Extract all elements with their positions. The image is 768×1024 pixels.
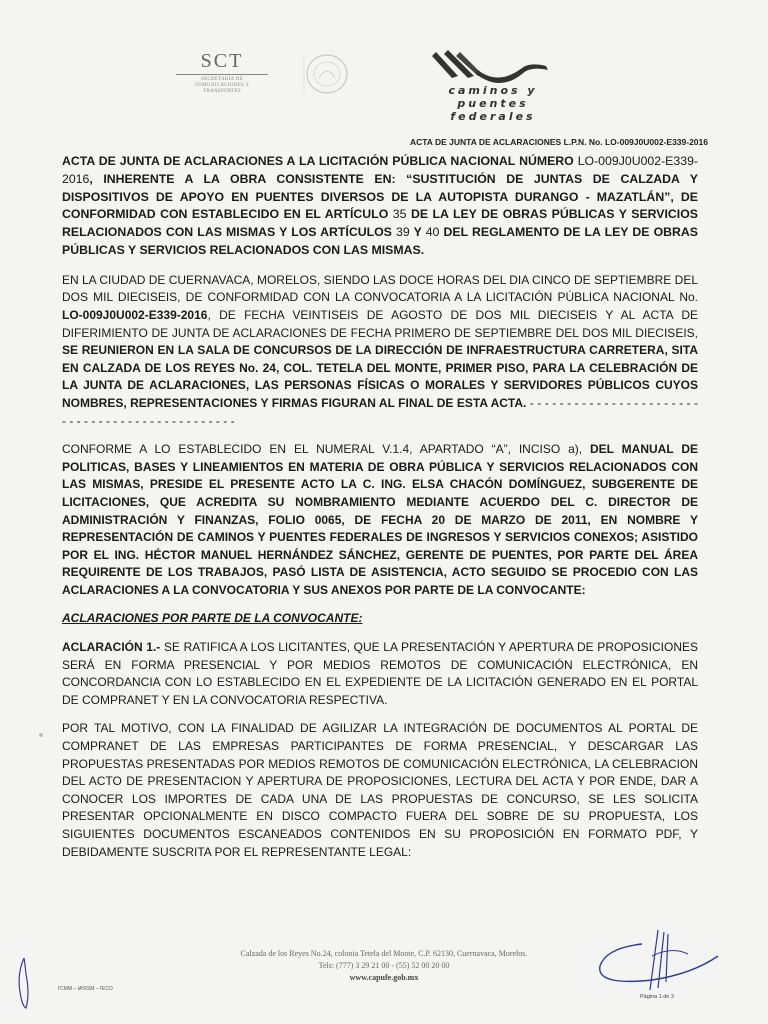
title-part-d: DEL REGLAMENTO DE LA LEY DE OBRAS PÚBLICAS Y SERVICIOS RELACIONADOS CON LAS MISMAS. xyxy=(62,225,698,257)
clarification-1-text: SE RATIFICA A LOS LICITANTES, QUE LA PRESENTACIÓN Y APERTURA DE PROPOSICIONES SERÁ EN FORMA PRESENCIAL Y POR MEDIOS REMOTOS DE COMUNICACIÓN ELECTRÓNICA, EN CONCORDANCIA CON LO ESTABLECIDO EN EL EXPEDIENTE DE LA LICITACIÓN GENERADO EN EL PORTAL DE COMPRANET Y EN LA CONVOCATORIA RESPECTIVA. xyxy=(62,640,698,707)
sct-title: SCT xyxy=(176,50,268,75)
footer-phones: Tels: (777) 3 29 21 00 - (55) 52 00 20 00 xyxy=(318,961,450,970)
clarification-1 xyxy=(62,639,698,709)
p2-bold-3: PASÓ LISTA DE ASISTENCIA, ACTO SEGUIDO SE PROCEDIO CON LAS ACLARACIONES A LA CONVOCATORIA Y SUS ANEXOS POR PARTE DE LA CONVOCANTE: xyxy=(62,565,699,597)
footer-address: Calzada de los Reyes No.24, colonia Tetela del Monte, C.P. 62130, Cuernavaca, Morelos. xyxy=(240,949,528,958)
paragraph-1 xyxy=(62,272,698,430)
document-title xyxy=(62,153,698,260)
title-part-a: ACTA DE JUNTA DE ACLARACIONES A LA LICITACIÓN PÚBLICA NACIONAL NÚMERO xyxy=(62,154,578,168)
sct-logo xyxy=(176,50,268,95)
p1-dashes: - - - - - - - - - - - - - - - - - - - - - - - - - - - - - - - - - - - - - - - - - - - - - - - xyxy=(62,395,698,428)
p2-text-a: CONFORME A LO ESTABLECIDO EN EL NUMERAL V.1.4, APARTADO “A”, INCISO a), xyxy=(62,442,590,457)
document-body xyxy=(62,153,698,872)
paragraph-2 xyxy=(62,441,698,599)
capufe-wordmark xyxy=(418,84,568,123)
title-part-c: DE LA LEY DE OBRAS PÚBLICAS Y SERVICIOS RELACIONADOS CON LAS MISMAS Y LOS ARTÍCULOS xyxy=(62,207,698,240)
sct-subtitle: SECRETARÍA DE COMUNICACIONES Y TRANSPORTES xyxy=(194,77,250,94)
p1-text-a: EN LA CIUDAD DE CUERNAVACA, MORELOS, SIENDO LAS DOCE HORAS DEL DIA CINCO DE SEPTIEMBRE DEL DOS MIL DIECISEIS, DE CONFORMIDAD CON LA CONVOCATORIA A LA LICITACIÓN PÚBLICA NACIONAL No. xyxy=(62,272,698,305)
signature-icon xyxy=(592,926,724,996)
title-conjunction: Y xyxy=(409,225,426,240)
p2-bold-1: DEL MANUAL DE POLITICAS, BASES Y LINEAMIENTOS EN MATERIA DE OBRA PÚBLICA Y SERVICIOS RELACIONADOS CON LAS MISMAS, PRESIDE EL PRESENTE ACTO LA C. ING. ELSA CHACÓN DOMÍNGUEZ, SUBGERENTE DE LICITACIONES, QUE ACREDITA SU NOMBRAMIENTO MEDIANTE ACUERDO DEL C. DIRECTOR DE ADMINISTRACIÓN Y FINANZAS, FOLIO 0065, DE FECHA 20 DE MARZO DE 2011, xyxy=(62,442,699,527)
title-part-b: , INHERENTE A LA OBRA CONSISTENTE EN: “SUSTITUCIÓN DE JUNTAS DE CALZADA Y DISPOSITIVOS DE APOYO EN PUENTES DIVERSOS DE LA AUTOPISTA DURANGO - MAZATLÁN”, DE CONFORMIDAD CON ESTABLECIDO EN EL ARTÍCULO xyxy=(62,171,698,222)
footer-initials: l'CMM – IA'RSM – l'ECO xyxy=(58,986,113,992)
title-article-39: 39 xyxy=(396,225,410,240)
title-article-40: 40 xyxy=(425,225,440,240)
title-code: LO-009J0U002-E339-2016 xyxy=(62,154,698,186)
capufe-line-2: federales xyxy=(450,110,536,123)
p1-code: LO-009J0U002-E339-2016 xyxy=(62,307,208,322)
section-heading: ACLARACIONES POR PARTE DE LA CONVOCANTE: xyxy=(62,611,363,626)
clarification-1-label: ACLARACIÓN 1.- xyxy=(62,640,161,655)
national-seal-icon xyxy=(300,52,354,96)
footer-website: www.capufe.gob.mx xyxy=(349,973,419,982)
p1-text-b: , DE FECHA VEINTISEIS DE AGOSTO DE DOS MIL DIECISEIS Y AL ACTA DE DIFERIMIENTO DE JUNTA DE ACLARACIONES DE FECHA PRIMERO DE SEPTIEMBRE DEL DOS MIL DIECISEIS, xyxy=(62,307,698,340)
capufe-line-1: caminos y puentes xyxy=(448,84,538,110)
scan-mark xyxy=(39,733,43,737)
paragraph-3: POR TAL MOTIVO, CON LA FINALIDAD DE AGILIZAR LA INTEGRACIÓN DE DOCUMENTOS AL PORTAL DE COMPRANET DE LAS EMPRESAS PARTICIPANTES DE FORMA PRESENCIAL, Y DESCARGAR LAS PROPUESTAS PRESENTADAS POR MEDIOS REMOTOS DE COMUNICACIÓN ELECTRÓNICA, LA CELEBRACION DEL ACTO DE PRESENTACION Y APERTURA DE PROPOSICIONES, LECTURA DEL ACTA Y POR ENDE, DAR A CONOCER LOS IMPORTES DE CADA UNA DE LAS PROPUESTAS DE CONCURSO, SE LES SOLICITA PRESENTAR OPCIONALMENTE EN DISCO COMPACTO FUERA DEL SOBRE DE SU PROPUESTA, LOS SIGUIENTES DOCUMENTOS ESCANEADOS CONTENIDOS EN SU PROPOSICIÓN EN FORMATO PDF, Y DEBIDAMENTE SUSCRITA POR EL REPRESENTANTE LEGAL: xyxy=(62,721,698,859)
p2-bold-2: EN NOMBRE Y REPRESENTACIÓN DE CAMINOS Y PUENTES FEDERALES DE INGRESOS Y SERVICIOS CONEXOS; ASISTIDO POR EL ING. HÉCTOR MANUEL HERNÁNDEZ SÁNCHEZ, GERENTE DE PUENTES, POR PARTE DEL ÁREA REQUIRENTE DE LOS TRABAJOS, xyxy=(62,512,698,580)
page-number: Página 1 de 3 xyxy=(640,994,674,1000)
document-reference: ACTA DE JUNTA DE ACLARACIONES L.P.N. No. LO-009J0U002-E339-2016 xyxy=(409,137,708,147)
p1-bold-text: SE REUNIERON EN LA SALA DE CONCURSOS DE LA DIRECCIÓN DE INFRAESTRUCTURA CARRETERA, SITA EN CALZADA DE LOS REYES No. 24, COL. TETELA DEL MONTE, PRIMER PISO, PARA LA CELEBRACIÓN DE LA JUNTA DE ACLARACIONES, LAS PERSONAS FÍSICAS O MORALES Y SERVIDORES PÚBLICOS CUYOS NOMBRES, REPRESENTACIONES Y FIRMAS FIGURAN AL FINAL DE ESTA ACTA. xyxy=(62,343,698,410)
title-article-35: 35 xyxy=(392,207,407,222)
